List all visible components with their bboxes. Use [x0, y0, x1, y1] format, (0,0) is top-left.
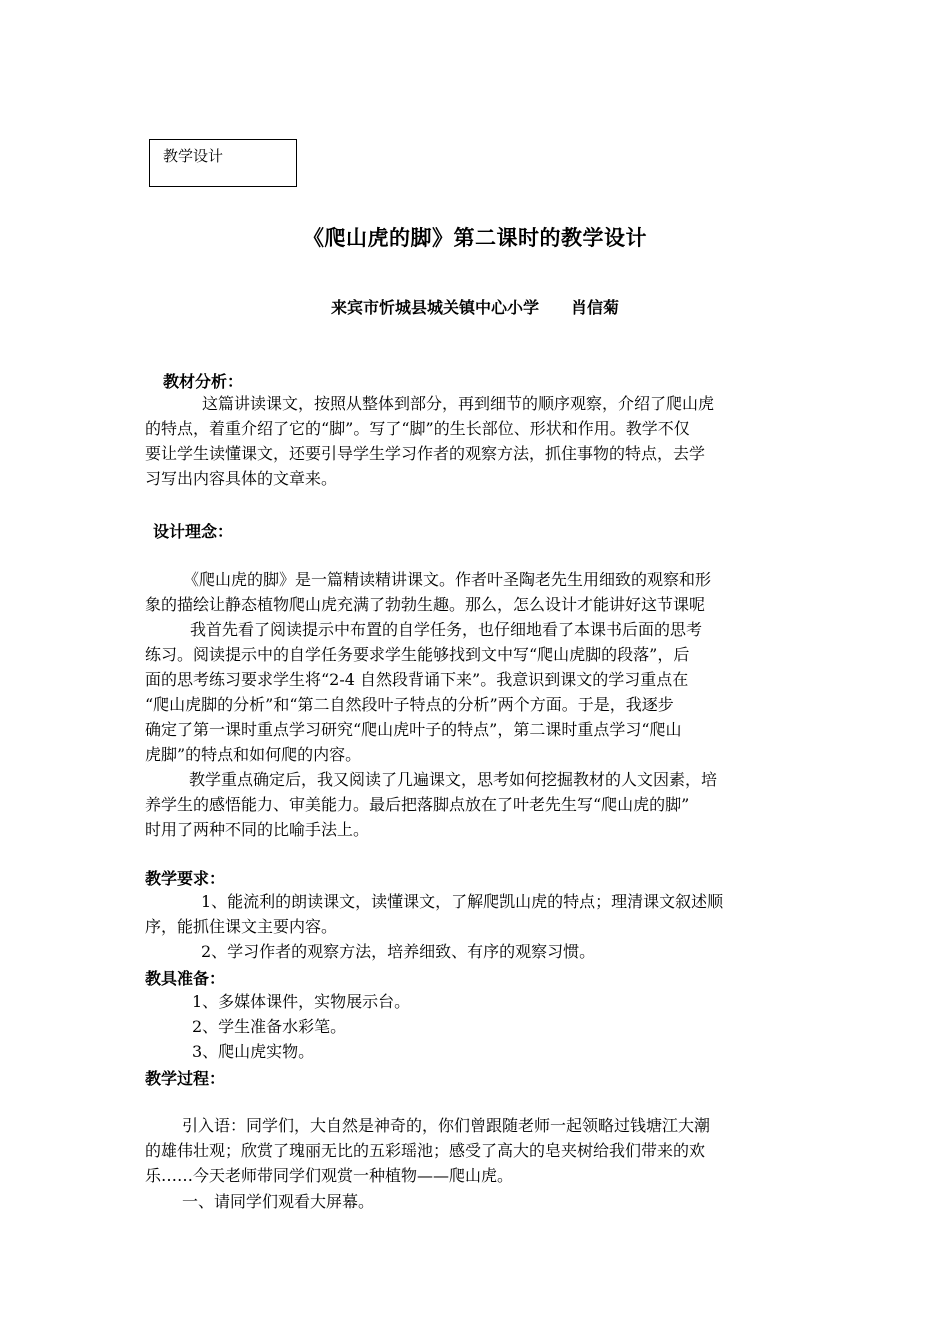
text-line: 引入语：同学们，大自然是神奇的，你们曾跟随老师一起领略过钱塘江大潮 — [182, 1116, 711, 1135]
tools-heading: 教具准备： — [145, 969, 226, 988]
tools-item: 2、学生准备水彩笔。 — [192, 1017, 347, 1036]
page-title: 《爬山虎的脚》第二课时的教学设计 — [303, 226, 647, 250]
header-box — [149, 139, 297, 187]
text-line: 虎脚”的特点和如何爬的内容。 — [145, 745, 362, 764]
text-line: 的特点，着重介绍了它的“脚”。写了“脚”的生长部位、形状和作用。教学不仅 — [145, 419, 690, 438]
design-concept-paragraph-1 — [145, 567, 807, 617]
process-intro-paragraph — [145, 1113, 807, 1188]
text-line: 乐……今天老师带同学们观赏一种植物——爬山虎。 — [145, 1166, 514, 1185]
material-analysis-heading: 教材分析： — [163, 372, 244, 391]
text-line: 面的思考练习要求学生将“2-4 自然段背诵下来”。我意识到课文的学习重点在 — [145, 670, 689, 689]
text-line: 练习。阅读提示中的自学任务要求学生能够找到文中写“爬山虎脚的段落”，后 — [145, 645, 690, 664]
text-line: 序，能抓住课文主要内容。 — [145, 917, 338, 936]
text-line: 教学重点确定后，我又阅读了几遍课文，思考如何挖掘教材的人文因素，培 — [189, 770, 718, 789]
text-line: 要让学生读懂课文，还要引导学生学习作者的观察方法，抓住事物的特点，去学 — [145, 444, 706, 463]
design-concept-paragraph-3 — [145, 767, 807, 842]
author-line: 来宾市忻城县城关镇中心小学 肖信菊 — [331, 298, 620, 317]
text-line: “爬山虎脚的分析”和“第二自然段叶子特点的分析”两个方面。于是，我逐步 — [145, 695, 674, 714]
text-line: 1、能流利的朗读课文，读懂课文，了解爬凯山虎的特点；理清课文叙述顺 — [201, 892, 724, 911]
text-line: 我首先看了阅读提示中布置的自学任务，也仔细地看了本课书后面的思考 — [190, 620, 703, 639]
text-line: 时用了两种不同的比喻手法上。 — [145, 820, 370, 839]
requirements-heading: 教学要求： — [145, 869, 226, 888]
tools-item: 3、爬山虎实物。 — [192, 1042, 315, 1061]
design-concept-heading: 设计理念： — [153, 522, 234, 541]
tools-item: 1、多媒体课件，实物展示台。 — [192, 992, 411, 1011]
text-line: 习写出内容具体的文章来。 — [145, 469, 338, 488]
text-line: 的雄伟壮观；欣赏了瑰丽无比的五彩瑶池；感受了高大的皂夹树给我们带来的欢 — [145, 1141, 706, 1160]
process-step-1: 一、请同学们观看大屏幕。 — [182, 1192, 375, 1211]
text-line: 《爬山虎的脚》是一篇精读精讲课文。作者叶圣陶老先生用细致的观察和形 — [183, 570, 712, 589]
design-concept-paragraph-2 — [145, 617, 807, 767]
text-line: 确定了第一课时重点学习研究“爬山虎叶子的特点”，第二课时重点学习“爬山 — [145, 720, 682, 739]
header-box-label: 教学设计 — [163, 147, 224, 165]
requirement-item-2: 2、学习作者的观察方法，培养细致、有序的观察习惯。 — [201, 942, 596, 961]
text-line: 象的描绘让静态植物爬山虎充满了勃勃生趣。那么，怎么设计才能讲好这节课呢 — [145, 595, 706, 614]
requirement-item-1 — [145, 889, 807, 939]
text-line: 养学生的感悟能力、审美能力。最后把落脚点放在了叶老先生写“爬山虎的脚” — [145, 795, 690, 814]
material-analysis-paragraph — [145, 391, 807, 491]
process-heading: 教学过程： — [145, 1069, 226, 1088]
text-line: 这篇讲读课文，按照从整体到部分，再到细节的顺序观察，介绍了爬山虎 — [202, 394, 715, 413]
